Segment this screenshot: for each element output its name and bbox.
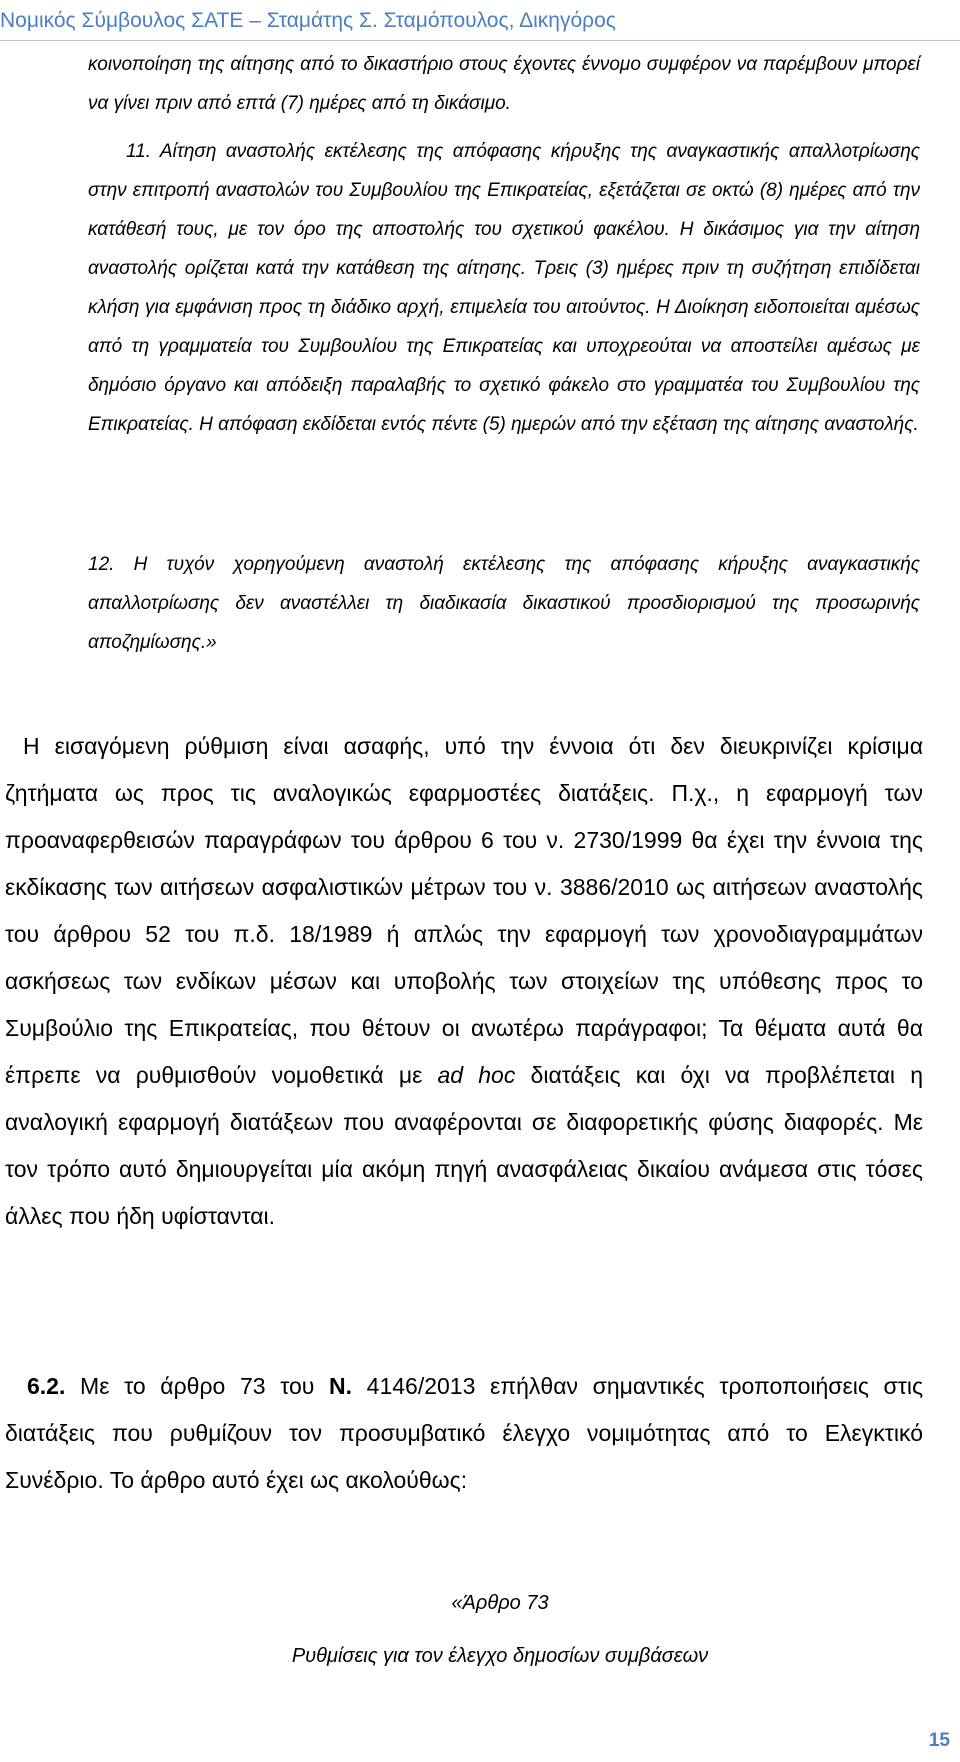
- body-paragraph-1: [5, 723, 923, 1240]
- body-paragraph-2: [5, 1363, 923, 1504]
- quote-paragraph-11: [88, 132, 920, 444]
- running-header: [0, 6, 960, 41]
- quote-paragraph-continuation: [88, 45, 920, 123]
- header-title: Νομικός Σύμβουλος ΣΑΤΕ – Σταμάτης Σ. Σταμόπουλος, Δικηγόρος: [0, 9, 616, 32]
- quote-text: κοινοποίηση της αίτησης από το δικαστήριο στους έχοντες έννομο συμφέρον να παρέμβουν μπορεί να γίνει πριν από επτά (7) ημέρες από τη δικάσιμο.: [88, 54, 920, 114]
- italic-term: ad hoc: [437, 1062, 516, 1088]
- bold-abbrev: Ν.: [329, 1373, 352, 1399]
- article-subtitle: Ρυθμίσεις για τον έλεγχο δημοσίων συμβάσεων: [291, 1645, 709, 1667]
- page-number: 15: [928, 1730, 950, 1751]
- body-text: Με το άρθρο 73 του: [80, 1373, 315, 1399]
- body-text: διατάξεις και όχι να προβλέπεται η αναλογική εφαρμογή διατάξεων που αναφέρονται σε διαφορετικής φύσης διαφορές. Με τον τρόπο αυτό δημιουργείται μία ακόμη πηγή ανασφάλειας δικαίου ανάμεσα στις τόσες άλλες που ήδη υφίστανται.: [5, 1062, 923, 1229]
- body-text: Η εισαγόμενη ρύθμιση είναι ασαφής, υπό την έννοια ότι δεν διευκρινίζει κρίσιμα ζητήματα ως προς τις αναλογικώς εφαρμοστέες διατάξεις. Π.χ., η εφαρμογή των προαναφερθεισών παραγράφων του άρθρου 6 του ν. 2730/1999 θα έχει την έννοια της εκδίκασης των αιτήσεων ασφαλιστικών μέτρων του ν. 3886/2010 ως αιτήσεων αναστολής του άρθρου 52 του π.δ. 18/1989 ή απλώς την εφαρμογή των χρονοδιαγραμμάτων ασκήσεως των ενδίκων μέσων και υποβολής των στοιχείων της υπόθεσης προς το Συμβούλιο της Επικρατείας, που θέτουν οι ανωτέρω παράγραφοι; Τα θέματα αυτά θα έπρεπε να ρυθμισθούν νομοθετικά με: [5, 733, 923, 1088]
- quote-paragraph-12: [88, 545, 920, 662]
- section-number: 6.2.: [27, 1373, 66, 1399]
- body-text: 4146/2013 επήλθαν σημαντικές τροποποιήσεις στις διατάξεις που ρυθμίζουν τον προσυμβατικό έλεγχο νομιμότητας από το Ελεγκτικό Συνέδριο. Το άρθρο αυτό έχει ως ακολούθως:: [5, 1373, 924, 1493]
- article-title: «Άρθρο 73: [451, 1592, 549, 1614]
- quote-text: 12. Η τυχόν χορηγούμενη αναστολή εκτέλεσης της απόφασης κήρυξης αναγκαστικής απαλλοτρίωσης δεν αναστέλλει τη διαδικασία δικαστικού προσδιορισμού της προσωρινής αποζημίωσης.»: [88, 554, 920, 653]
- quote-text: 11. Αίτηση αναστολής εκτέλεσης της απόφασης κήρυξης της αναγκαστικής απαλλοτρίωσης στην επιτροπή αναστολών του Συμβουλίου της Επικρατείας, εξετάζεται σε οκτώ (8) ημέρες από την κατάθεσή τους, με τον όρο της αποστολής του σχετικού φακέλου. Η δικάσιμος για την αίτηση αναστολής ορίζεται κατά την κατάθεση της αίτησης. Τρεις (3) ημέρες πριν τη συζήτηση επιδίδεται κλήση για εμφάνιση προς τη διάδικο αρχή, επιμελεία του αιτούντος. Η Διοίκηση ειδοποιείται αμέσως από τη γραμματεία του Συμβουλίου της Επικρατείας και υποχρεούται να αποστείλει αμέσως με δημόσιο όργανο και απόδειξη παραλαβής το σχετικό φάκελο στο γραμματέα του Συμβουλίου της Επικρατείας. Η απόφαση εκδίδεται εντός πέντε (5) ημερών από την εξέταση της αίτησης αναστολής.: [88, 141, 920, 435]
